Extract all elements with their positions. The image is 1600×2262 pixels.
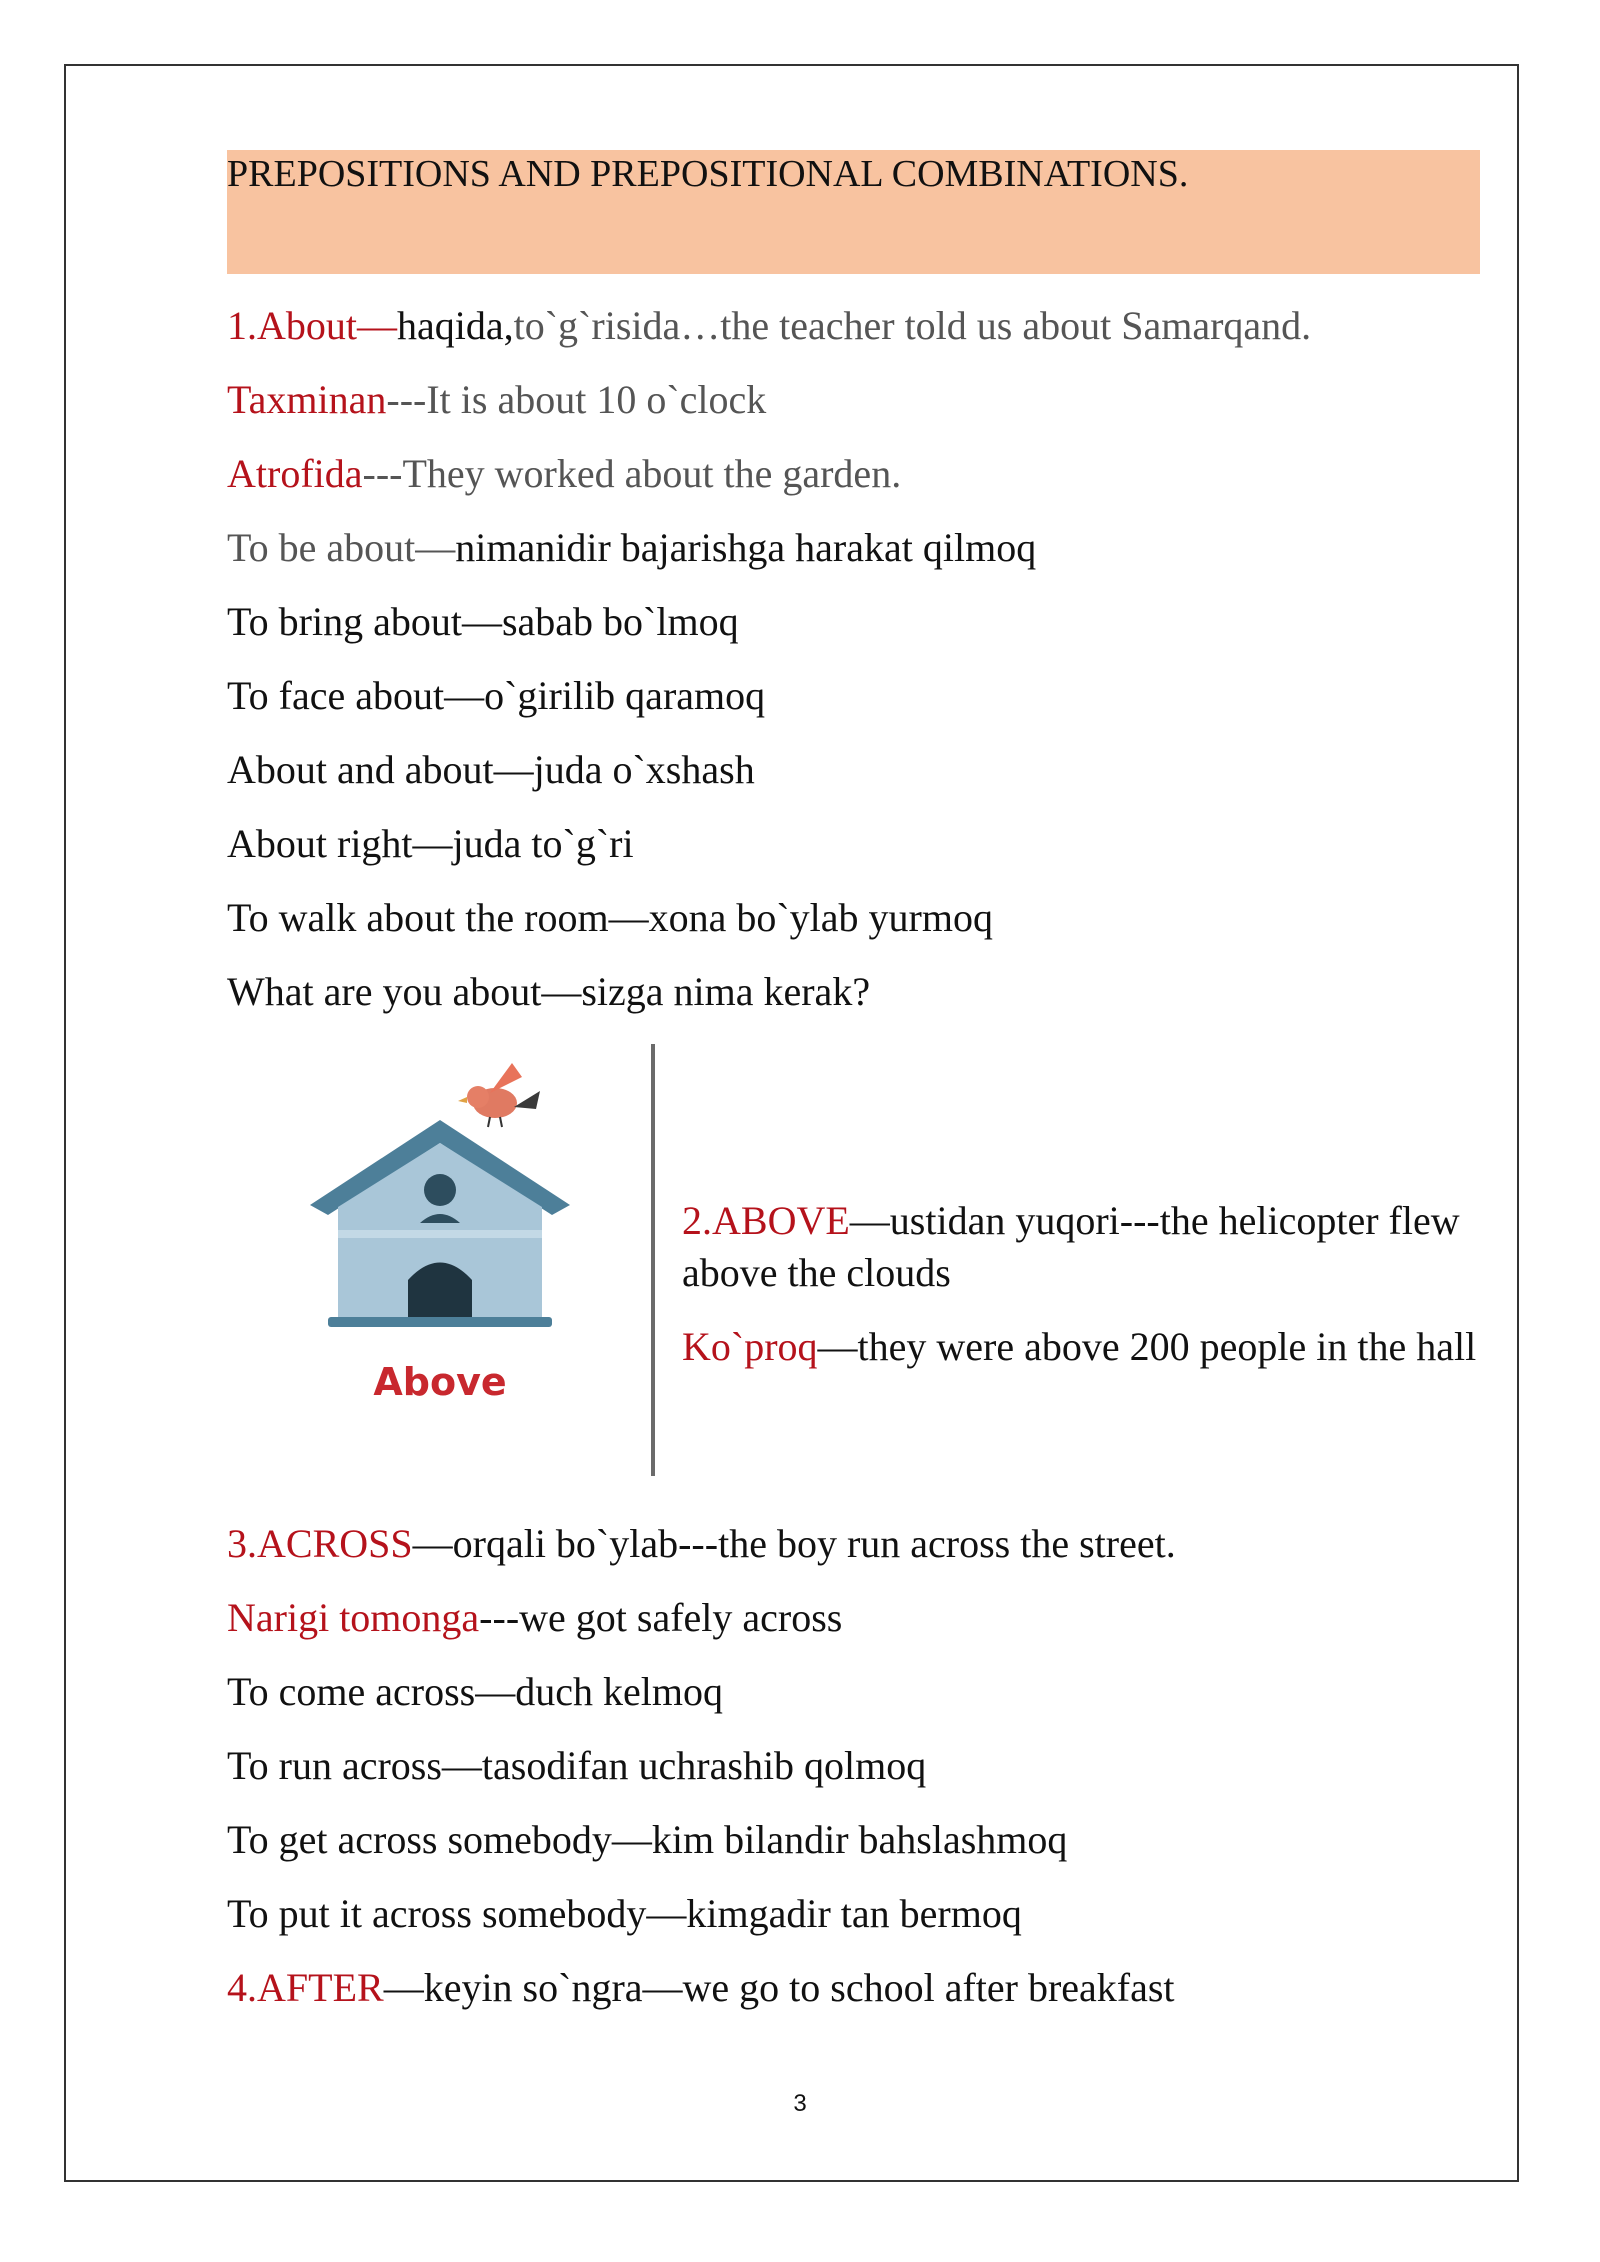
after-example: —keyin so`ngra—we go to school after breakfast: [383, 1965, 1175, 2010]
about-line-3: [227, 451, 902, 496]
about-line-1: [227, 303, 1312, 348]
about-heading: 1.About—: [227, 303, 397, 348]
across-phrase-line: To get across somebody—kim bilandir bahslashmoq: [227, 1817, 1068, 1862]
above-image-label: Above: [373, 1360, 507, 1404]
about-translation: haqida,: [397, 303, 514, 348]
page-title: PREPOSITIONS AND PREPOSITIONAL COMBINATIONS.: [227, 153, 1189, 195]
across-example: —orqali bo`ylab---the boy run across the street.: [412, 1521, 1176, 1566]
page-number: 3: [793, 2090, 807, 2117]
across-line-2: [227, 1595, 843, 1640]
above-paragraph-1: [682, 1195, 1502, 1299]
about-line-2: [227, 377, 767, 422]
about-meaning-atrofida: Atrofida: [227, 451, 363, 496]
about-meaning-taxminan: Taxminan: [227, 377, 387, 422]
birdhouse-illustration: [300, 1055, 610, 1435]
after-line-1: [227, 1965, 1175, 2010]
bird-icon: [458, 1063, 540, 1127]
about-phrase-line: To face about—o`girilib qaramoq: [227, 673, 766, 718]
across-line-1: [227, 1521, 1176, 1566]
about-phrase-to-be-about: To be about—: [227, 525, 456, 570]
across-phrase-line: To put it across somebody—kimgadir tan bermoq: [227, 1891, 1022, 1936]
above-meaning-koproq: Ko`proq: [682, 1324, 818, 1369]
about-phrase-line: About and about—juda o`xshash: [227, 747, 755, 792]
above-paragraph-2: [682, 1321, 1502, 1373]
about-phrase-line: What are you about—sizga nima kerak?: [227, 969, 871, 1014]
about-phrase-line: To bring about—sabab bo`lmoq: [227, 599, 739, 644]
about-line-4: [227, 525, 1037, 570]
above-example: —ustidan yuqori---the helicopter flew above the clouds: [682, 1198, 1460, 1295]
about-example: to`g`risida…the teacher told us about Samarqand.: [513, 303, 1312, 348]
above-definition-block: [682, 1195, 1502, 1395]
about-example-taxminan: ---It is about 10 o`clock: [386, 377, 767, 422]
after-heading: 4.AFTER: [227, 1965, 384, 2010]
about-example-atrofida: ---They worked about the garden.: [362, 451, 902, 496]
across-meaning-narigi: Narigi tomonga: [227, 1595, 480, 1640]
about-phrase-line: About right—juda to`g`ri: [227, 821, 634, 866]
across-heading: 3.ACROSS: [227, 1521, 413, 1566]
across-example-narigi: ---we got safely across: [479, 1595, 843, 1640]
about-phrase-line: To walk about the room—xona bo`ylab yurmoq: [227, 895, 993, 940]
across-phrase-line: To run across—tasodifan uchrashib qolmoq: [227, 1743, 927, 1788]
across-phrase-line: To come across—duch kelmoq: [227, 1669, 723, 1714]
above-heading: 2.ABOVE: [682, 1198, 850, 1243]
vertical-divider: [651, 1044, 655, 1476]
about-phrase-to-be-about-meaning: nimanidir bajarishga harakat qilmoq: [455, 525, 1037, 570]
above-example-koproq: —they were above 200 people in the hall: [817, 1324, 1477, 1369]
